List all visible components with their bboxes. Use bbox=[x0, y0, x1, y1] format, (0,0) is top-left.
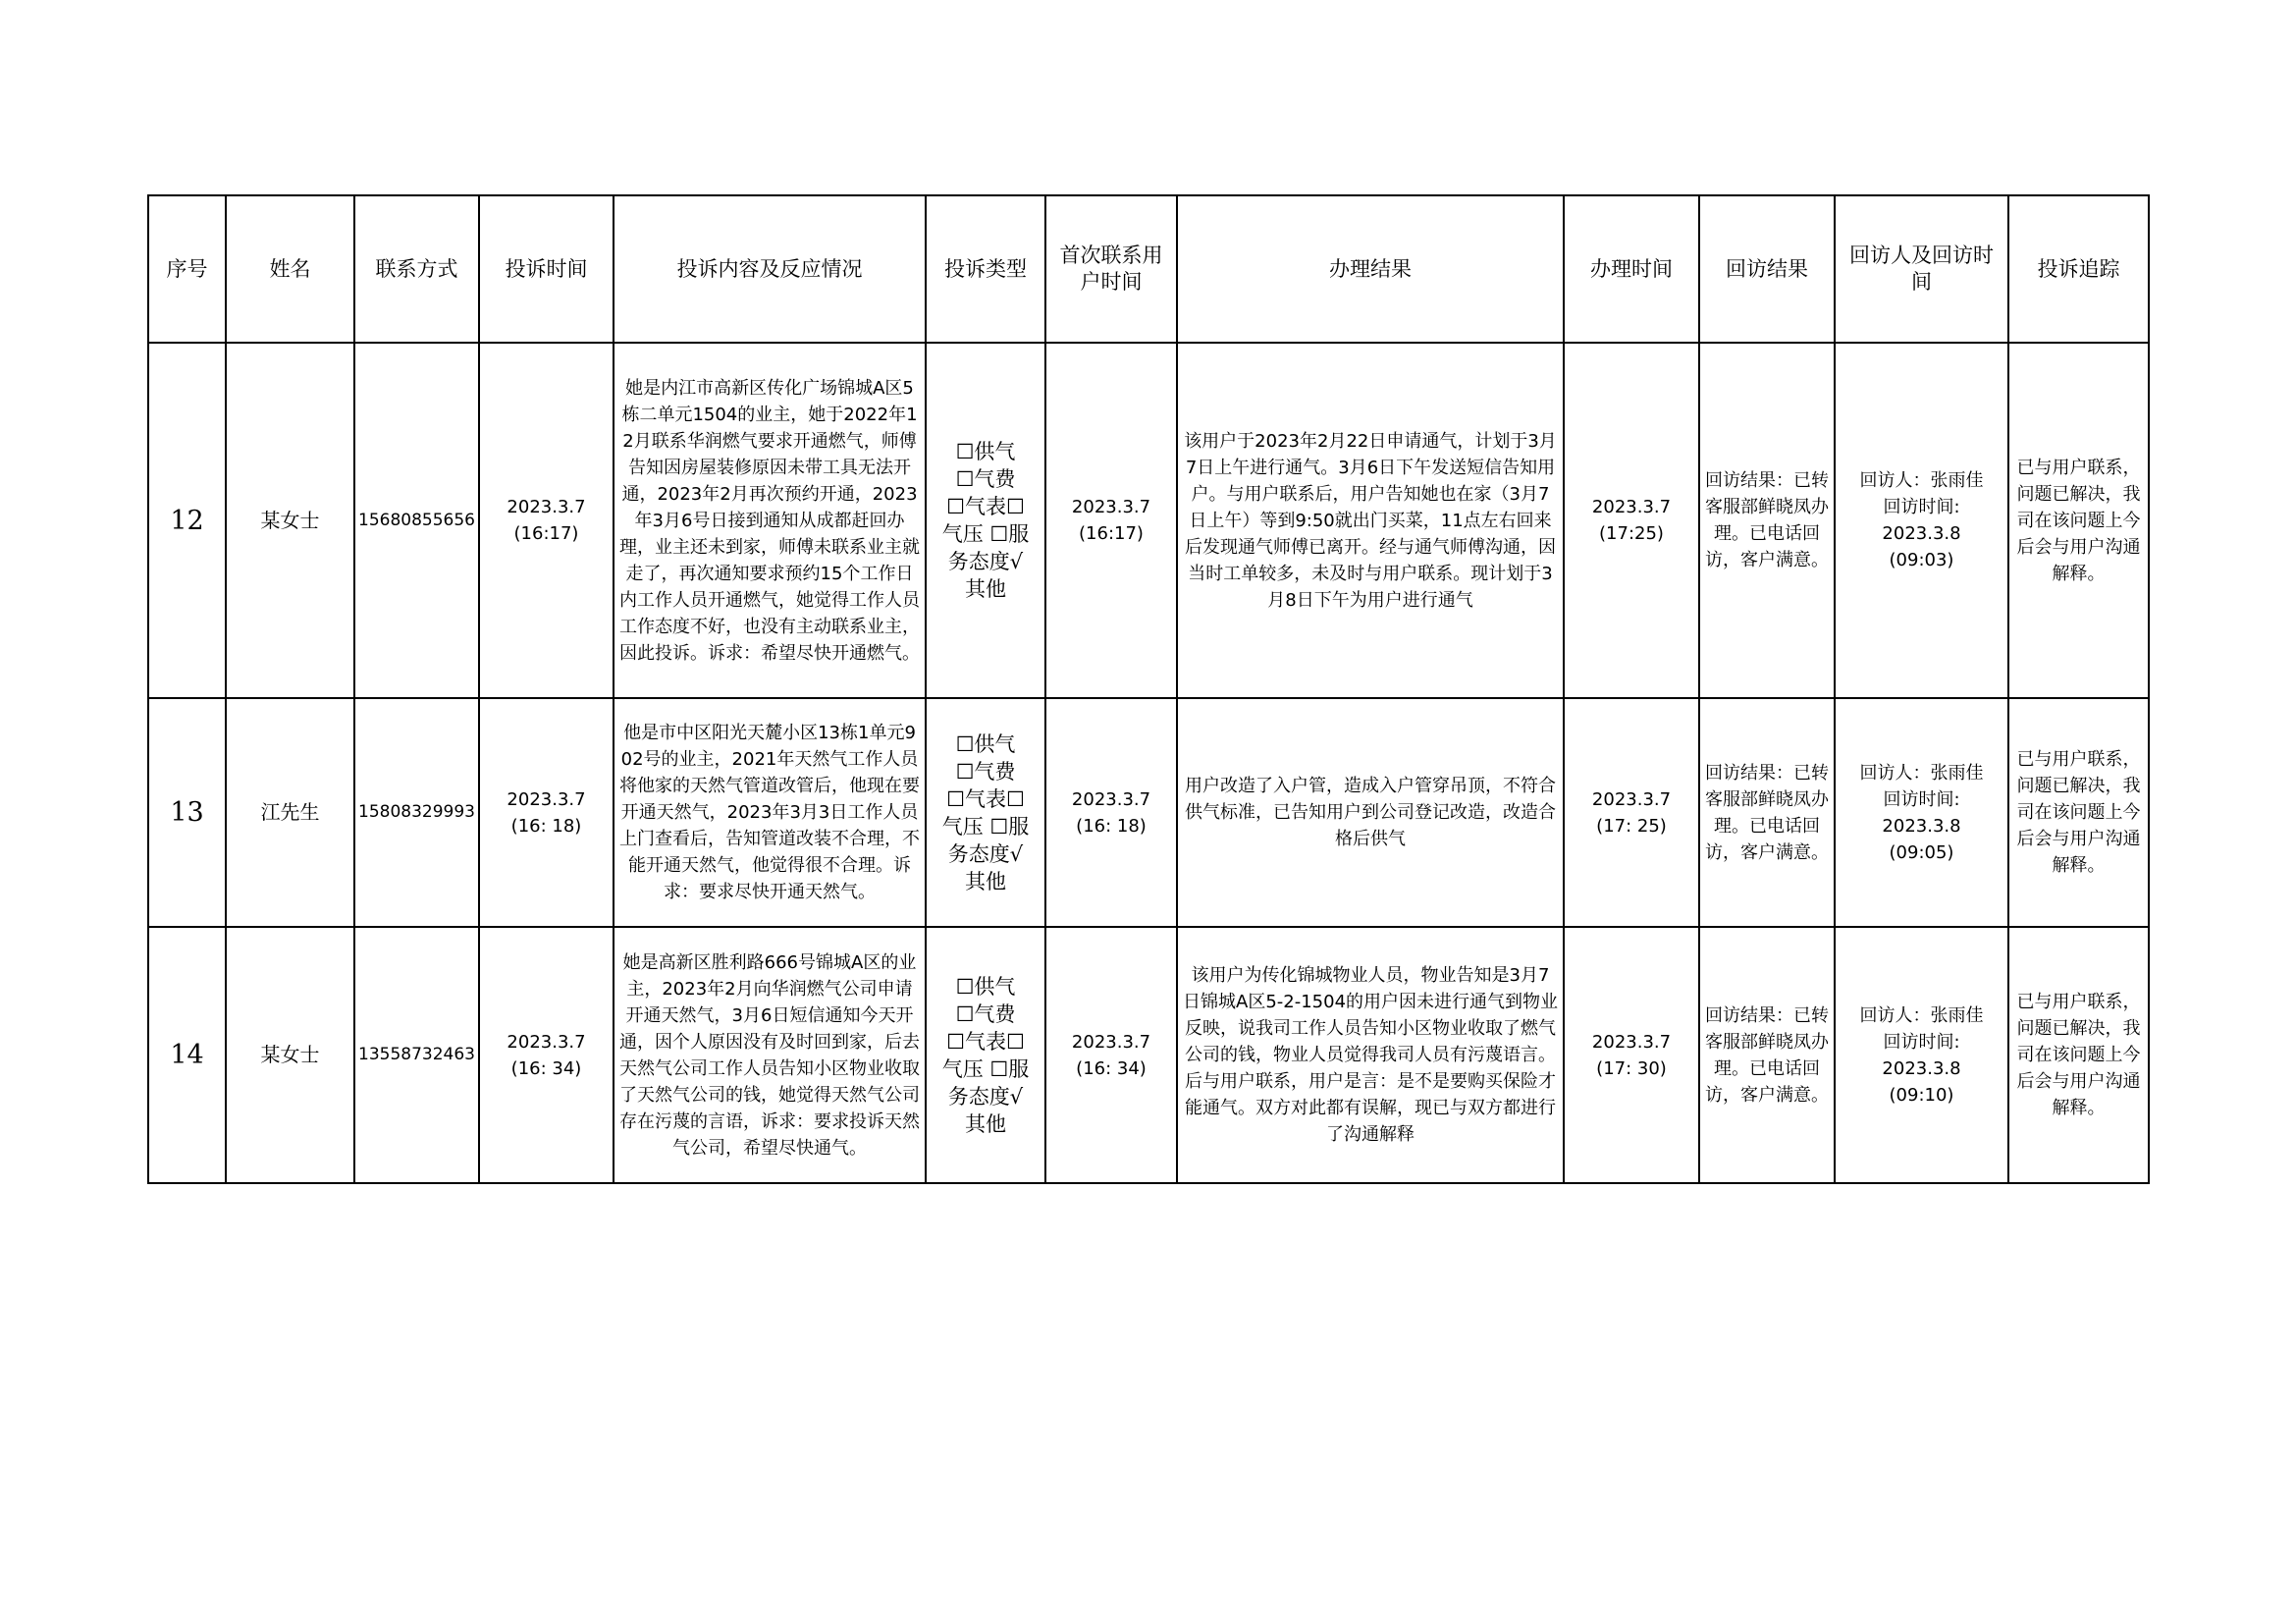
row-contact: 15808329993 bbox=[354, 698, 479, 927]
header-handle-time: 办理时间 bbox=[1564, 195, 1699, 343]
row-result: 该用户为传化锦城物业人员，物业告知是3月7日锦城A区5-2-1504的用户因未进行通气到物业反映，说我司工作人员告知小区物业收取了燃气公司的钱，物业人员觉得我司人员有污蔑语言。后与用户联系，用户是言：是不是要购买保险才能通气。双方对此都有误解，现已与双方都进行了沟通解释 bbox=[1177, 927, 1564, 1183]
row-complaint-time: 2023.3.7 (16: 34) bbox=[479, 927, 614, 1183]
table-row bbox=[148, 343, 2149, 698]
row-visit-result: 回访结果：已转客服部鲜晓凤办理。已电话回访，客户满意。 bbox=[1699, 343, 1835, 698]
header-name: 姓名 bbox=[226, 195, 354, 343]
row-content: 她是高新区胜利路666号锦城A区的业主，2023年2月向华润燃气公司申请开通天然气，3月6日短信通知今天开通，因个人原因没有及时回到家，后去天然气公司工作人员告知小区物业收取了天然气公司的钱，她觉得天然气公司存在污蔑的言语，诉求：要求投诉天然气公司，希望尽快通气。 bbox=[614, 927, 926, 1183]
row-complaint-time: 2023.3.7 (16:17) bbox=[479, 343, 614, 698]
row-type-checkboxes: ☐供气 ☐气费 ☐气表☐ 气压 ☐服 务态度√ 其他 bbox=[926, 343, 1045, 698]
row-content: 他是市中区阳光天麓小区13栋1单元902号的业主，2021年天然气工作人员将他家的天然气管道改管后，他现在要开通天然气，2023年3月3日工作人员上门查看后，告知管道改装不合理，不能开通天然气，他觉得很不合理。诉求：要求尽快开通天然气。 bbox=[614, 698, 926, 927]
header-first-contact: 首次联系用户时间 bbox=[1045, 195, 1177, 343]
header-visit-result: 回访结果 bbox=[1699, 195, 1835, 343]
row-seq: 14 bbox=[148, 927, 226, 1183]
row-handle-time: 2023.3.7 (17: 30) bbox=[1564, 927, 1699, 1183]
complaint-table bbox=[147, 194, 2150, 1184]
row-visitor: 回访人：张雨佳 回访时间: 2023.3.8 (09:05) bbox=[1835, 698, 2008, 927]
row-result: 该用户于2023年2月22日申请通气，计划于3月7日上午进行通气。3月6日下午发送短信告知用户。与用户联系后，用户告知她也在家（3月7日上午）等到9:50就出门买菜，11点左右回来后发现通气师傅已离开。经与通气师傅沟通，因当时工单较多，未及时与用户联系。现计划于3月8日下午为用户进行通气 bbox=[1177, 343, 1564, 698]
row-handle-time: 2023.3.7 (17: 25) bbox=[1564, 698, 1699, 927]
header-visitor: 回访人及回访时间 bbox=[1835, 195, 2008, 343]
row-tracking: 已与用户联系，问题已解决，我司在该问题上今后会与用户沟通解释。 bbox=[2008, 343, 2149, 698]
row-result: 用户改造了入户管，造成入户管穿吊顶，不符合供气标准，已告知用户到公司登记改造，改造合格后供气 bbox=[1177, 698, 1564, 927]
row-name: 某女士 bbox=[226, 343, 354, 698]
row-tracking: 已与用户联系，问题已解决，我司在该问题上今后会与用户沟通解释。 bbox=[2008, 927, 2149, 1183]
table-header-row bbox=[148, 195, 2149, 343]
table-row bbox=[148, 698, 2149, 927]
header-complaint-time: 投诉时间 bbox=[479, 195, 614, 343]
row-seq: 12 bbox=[148, 343, 226, 698]
header-contact: 联系方式 bbox=[354, 195, 479, 343]
header-tracking: 投诉追踪 bbox=[2008, 195, 2149, 343]
row-first-contact: 2023.3.7 (16: 34) bbox=[1045, 927, 1177, 1183]
row-visit-result: 回访结果：已转客服部鲜晓凤办理。已电话回访，客户满意。 bbox=[1699, 698, 1835, 927]
row-visitor: 回访人：张雨佳 回访时间: 2023.3.8 (09:10) bbox=[1835, 927, 2008, 1183]
header-content: 投诉内容及反应情况 bbox=[614, 195, 926, 343]
row-name: 江先生 bbox=[226, 698, 354, 927]
row-contact: 15680855656 bbox=[354, 343, 479, 698]
row-visitor: 回访人：张雨佳 回访时间: 2023.3.8 (09:03) bbox=[1835, 343, 2008, 698]
row-first-contact: 2023.3.7 (16: 18) bbox=[1045, 698, 1177, 927]
row-complaint-time: 2023.3.7 (16: 18) bbox=[479, 698, 614, 927]
row-tracking: 已与用户联系，问题已解决，我司在该问题上今后会与用户沟通解释。 bbox=[2008, 698, 2149, 927]
row-seq: 13 bbox=[148, 698, 226, 927]
row-name: 某女士 bbox=[226, 927, 354, 1183]
row-type-checkboxes: ☐供气 ☐气费 ☐气表☐ 气压 ☐服 务态度√ 其他 bbox=[926, 698, 1045, 927]
row-content: 她是内江市高新区传化广场锦城A区5栋二单元1504的业主，她于2022年12月联系华润燃气要求开通燃气，师傅告知因房屋装修原因未带工具无法开通，2023年2月再次预约开通，2023年3月6号日接到通知从成都赶回办理，业主还未到家，师傅未联系业主就走了，再次通知要求预约15个工作日内工作人员开通燃气，她觉得工作人员工作态度不好，也没有主动联系业主，因此投诉。诉求：希望尽快开通燃气。 bbox=[614, 343, 926, 698]
row-handle-time: 2023.3.7 (17:25) bbox=[1564, 343, 1699, 698]
header-seq: 序号 bbox=[148, 195, 226, 343]
header-result: 办理结果 bbox=[1177, 195, 1564, 343]
row-type-checkboxes: ☐供气 ☐气费 ☐气表☐ 气压 ☐服 务态度√ 其他 bbox=[926, 927, 1045, 1183]
header-type: 投诉类型 bbox=[926, 195, 1045, 343]
table-row bbox=[148, 927, 2149, 1183]
row-contact: 13558732463 bbox=[354, 927, 479, 1183]
row-first-contact: 2023.3.7 (16:17) bbox=[1045, 343, 1177, 698]
row-visit-result: 回访结果：已转客服部鲜晓凤办理。已电话回访，客户满意。 bbox=[1699, 927, 1835, 1183]
